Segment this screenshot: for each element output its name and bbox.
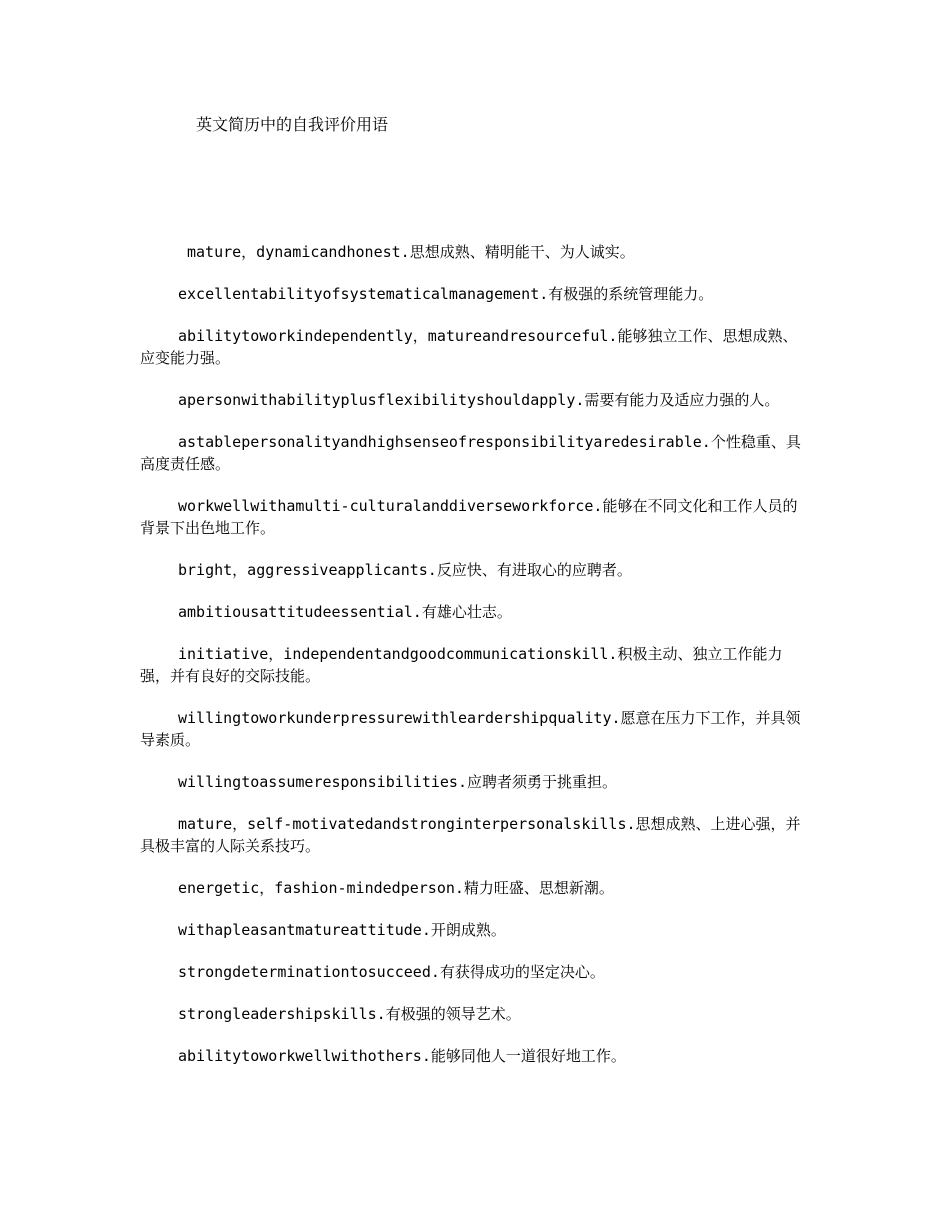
- entry-paragraph: mature，dynamicandhonest.思想成熟、精明能干、为人诚实。: [187, 243, 635, 261]
- entry-paragraph: ambitiousattitudeessential.有雄心壮志。: [178, 603, 512, 621]
- entry-paragraph: astablepersonalityandhighsenseofresponsibilityaredesirable.个性稳重、具高度责任感。: [140, 433, 801, 473]
- entry-paragraph: bright，aggressiveapplicants.反应快、有进取心的应聘者。: [178, 561, 632, 579]
- document-title: 英文简历中的自我评价用语: [196, 115, 389, 134]
- entry-paragraph: workwellwithamulti-culturalanddiverseworkforce.能够在不同文化和工作人员的背景下出色地工作。: [140, 497, 798, 537]
- entry-paragraph: strongleadershipskills.有极强的领导艺术。: [178, 1005, 521, 1023]
- entry-paragraph: abilitytoworkindependently，matureandresourceful.能够独立工作、思想成熟、应变能力强。: [140, 327, 798, 367]
- entry-paragraph: apersonwithabilityplusflexibilityshouldapply.需要有能力及适应力强的人。: [178, 391, 780, 409]
- entry-paragraph: withapleasantmatureattitude.开朗成熟。: [178, 921, 506, 939]
- entry-paragraph: willingtoworkunderpressurewithleardershipquality.愿意在压力下工作，并具领导素质。: [140, 709, 801, 749]
- entry-paragraph: willingtoassumeresponsibilities.应聘者须勇于挑重担。: [178, 773, 617, 791]
- entry-list: [140, 241, 810, 1087]
- entry-paragraph: energetic，fashion-mindedperson.精力旺盛、思想新潮。: [178, 879, 614, 897]
- entry-paragraph: excellentabilityofsystematicalmanagement.有极强的系统管理能力。: [178, 285, 714, 303]
- entry-paragraph: abilitytoworkwellwithothers.能够同他人一道很好地工作。: [178, 1047, 626, 1065]
- entry-paragraph: initiative，independentandgoodcommunicationskill.积极主动、独立工作能力强，并有良好的交际技能。: [140, 645, 783, 685]
- entry-paragraph: mature，self-motivatedandstronginterpersonalskills.思想成熟、上进心强，并具极丰富的人际关系技巧。: [140, 815, 801, 855]
- entry-paragraph: strongdeterminationtosucceed.有获得成功的坚定决心。: [178, 963, 605, 981]
